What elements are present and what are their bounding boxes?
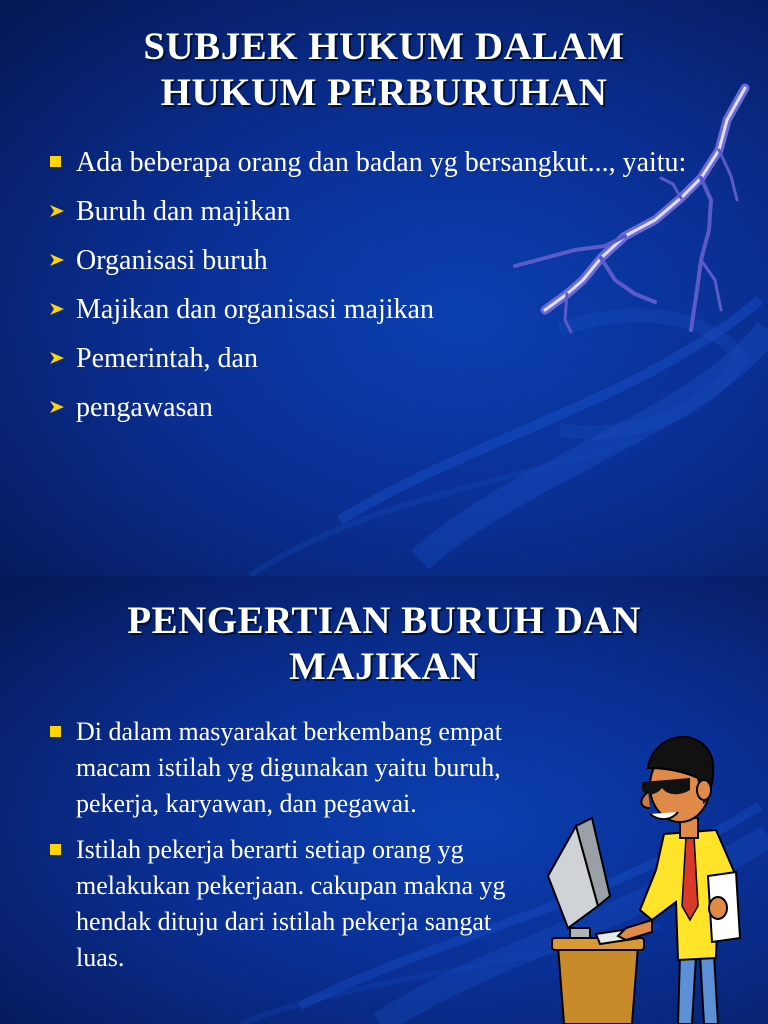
- title-line-1: SUBJEK HUKUM DALAM: [143, 25, 625, 68]
- square-bullet-icon: [50, 726, 61, 737]
- bullet-text: Di dalam masyarakat berkembang empat macam istilah yg digunakan yaitu buruh, pekerja, karyawan, dan pegawai.: [76, 717, 502, 818]
- bullet-item: [48, 832, 508, 976]
- arrow-bullet-icon: [48, 202, 66, 220]
- square-bullet-icon: [50, 156, 61, 167]
- bullet-item: [48, 714, 508, 822]
- title-line-2: MAJIKAN: [289, 645, 479, 688]
- title-line-1: PENGERTIAN BURUH DAN: [127, 599, 641, 642]
- bullet-item: [48, 338, 748, 379]
- man-at-computer-clipart: [540, 706, 750, 1024]
- bullet-text: Buruh dan majikan: [76, 196, 291, 227]
- title-line-2: HUKUM PERBURUHAN: [160, 71, 608, 114]
- arrow-bullet-icon: [48, 349, 66, 367]
- bullet-list: [48, 714, 508, 986]
- square-bullet-icon: [50, 844, 61, 855]
- bullet-text: Organisasi buruh: [76, 245, 268, 276]
- bullet-text: Pemerintah, dan: [76, 343, 258, 374]
- lightning-clipart: [505, 80, 760, 340]
- arrow-bullet-icon: [48, 398, 66, 416]
- arrow-bullet-icon: [48, 300, 66, 318]
- bullet-text: Istilah pekerja berarti setiap orang yg melakukan pekerjaan. cakupan makna yg hendak dituju dari istilah pekerja sangat luas.: [76, 835, 506, 972]
- slide-title: [0, 598, 768, 690]
- slide-2: [0, 576, 768, 1024]
- bullet-text: Ada beberapa orang dan badan yg bersangkut..., yaitu:: [76, 147, 687, 178]
- bullet-item: [48, 387, 748, 428]
- bullet-text: Majikan dan organisasi majikan: [76, 294, 434, 325]
- bullet-text: pengawasan: [76, 392, 213, 423]
- arrow-bullet-icon: [48, 251, 66, 269]
